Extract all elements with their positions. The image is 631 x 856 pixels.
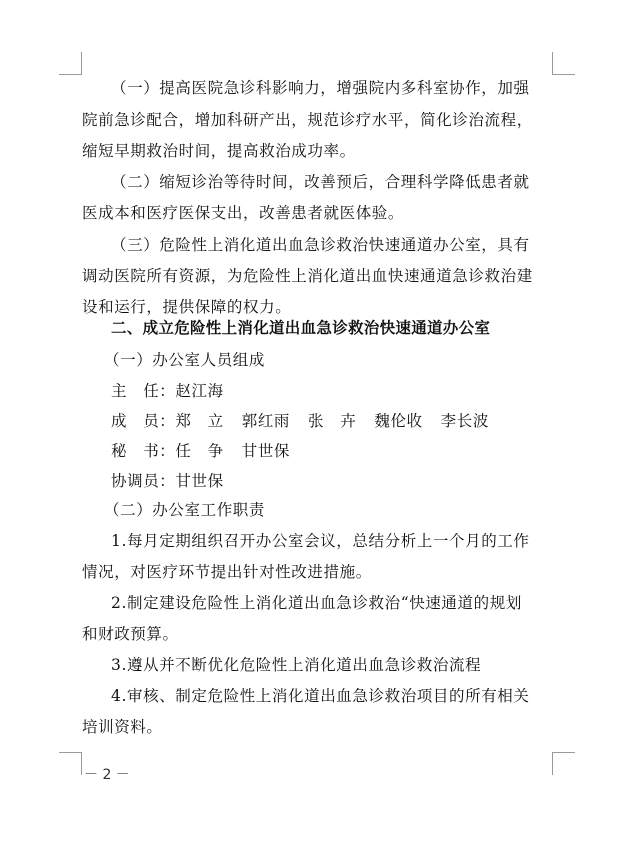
duty-line: 情况，对医疗环节提出针对性改进措施。 — [82, 563, 372, 581]
member-name: 魏伦收 — [374, 412, 423, 430]
paragraph-line: （二）缩短诊治等待时间，改善预后，合理科学降低患者就 — [111, 173, 530, 191]
members-label: 成 员： — [111, 412, 176, 430]
crop-mark-top-left — [59, 52, 82, 75]
duty-line: 和财政预算。 — [82, 625, 179, 643]
duty-line: 1.每月定期组织召开办公室会议，总结分析上一个月的工作 — [111, 532, 530, 550]
page-number: － 2 － — [84, 767, 130, 783]
member-name: 李长波 — [440, 412, 489, 430]
member-name: 郑 立 — [175, 412, 224, 430]
crop-mark-bottom-right — [552, 752, 575, 775]
duty-line: 2.制定建设危险性上消化道出血急诊救治“快速通道的规划 — [111, 594, 522, 612]
members-row — [111, 411, 507, 431]
subsection-heading: （一）办公室人员组成 — [104, 351, 266, 369]
member-name: 郭红雨 — [241, 412, 291, 430]
duty-line: 4.审核、制定危险性上消化道出血急诊救治项目的所有相关 — [111, 687, 530, 705]
director-row — [111, 381, 224, 401]
paragraph-line: 院前急诊配合，增加科研产出，规范诊疗水平，简化诊治流程， — [82, 111, 533, 129]
director-name: 赵江海 — [175, 382, 224, 400]
secretary-name: 甘世保 — [241, 442, 291, 460]
secretary-row — [111, 441, 308, 461]
director-label: 主 任： — [111, 382, 176, 400]
crop-mark-bottom-left — [59, 752, 82, 775]
section-heading: 二、成立危险性上消化道出血急诊救治快速通道办公室 — [111, 319, 491, 337]
paragraph-line: 调动医院所有资源，为危险性上消化道出血快速通道急诊救治建 — [82, 267, 533, 285]
secretary-name: 任 争 — [175, 442, 224, 460]
coordinator-name: 甘世保 — [175, 472, 224, 490]
member-name: 张 卉 — [308, 412, 357, 430]
duty-line: 培训资料。 — [82, 718, 163, 736]
paragraph-line: （三）危险性上消化道出血急诊救治快速通道办公室，具有 — [111, 236, 530, 254]
paragraph-line: （一）提高医院急诊科影响力，增强院内多科室协作，加强 — [111, 79, 530, 97]
duty-line: 3.遵从并不断优化危险性上消化道出血急诊救治流程 — [111, 656, 482, 674]
crop-mark-top-right — [552, 52, 575, 75]
coordinator-label: 协调员： — [111, 472, 176, 490]
secretary-label: 秘 书： — [111, 442, 176, 460]
paragraph-line: 设和运行，提供保障的权力。 — [82, 298, 292, 316]
paragraph-line: 医成本和医疗医保支出，改善患者就医体验。 — [82, 204, 405, 222]
coordinator-row — [111, 471, 224, 491]
paragraph-line: 缩短早期救治时间，提高救治成功率。 — [82, 142, 356, 160]
subsection-heading: （二）办公室工作职责 — [104, 501, 266, 519]
